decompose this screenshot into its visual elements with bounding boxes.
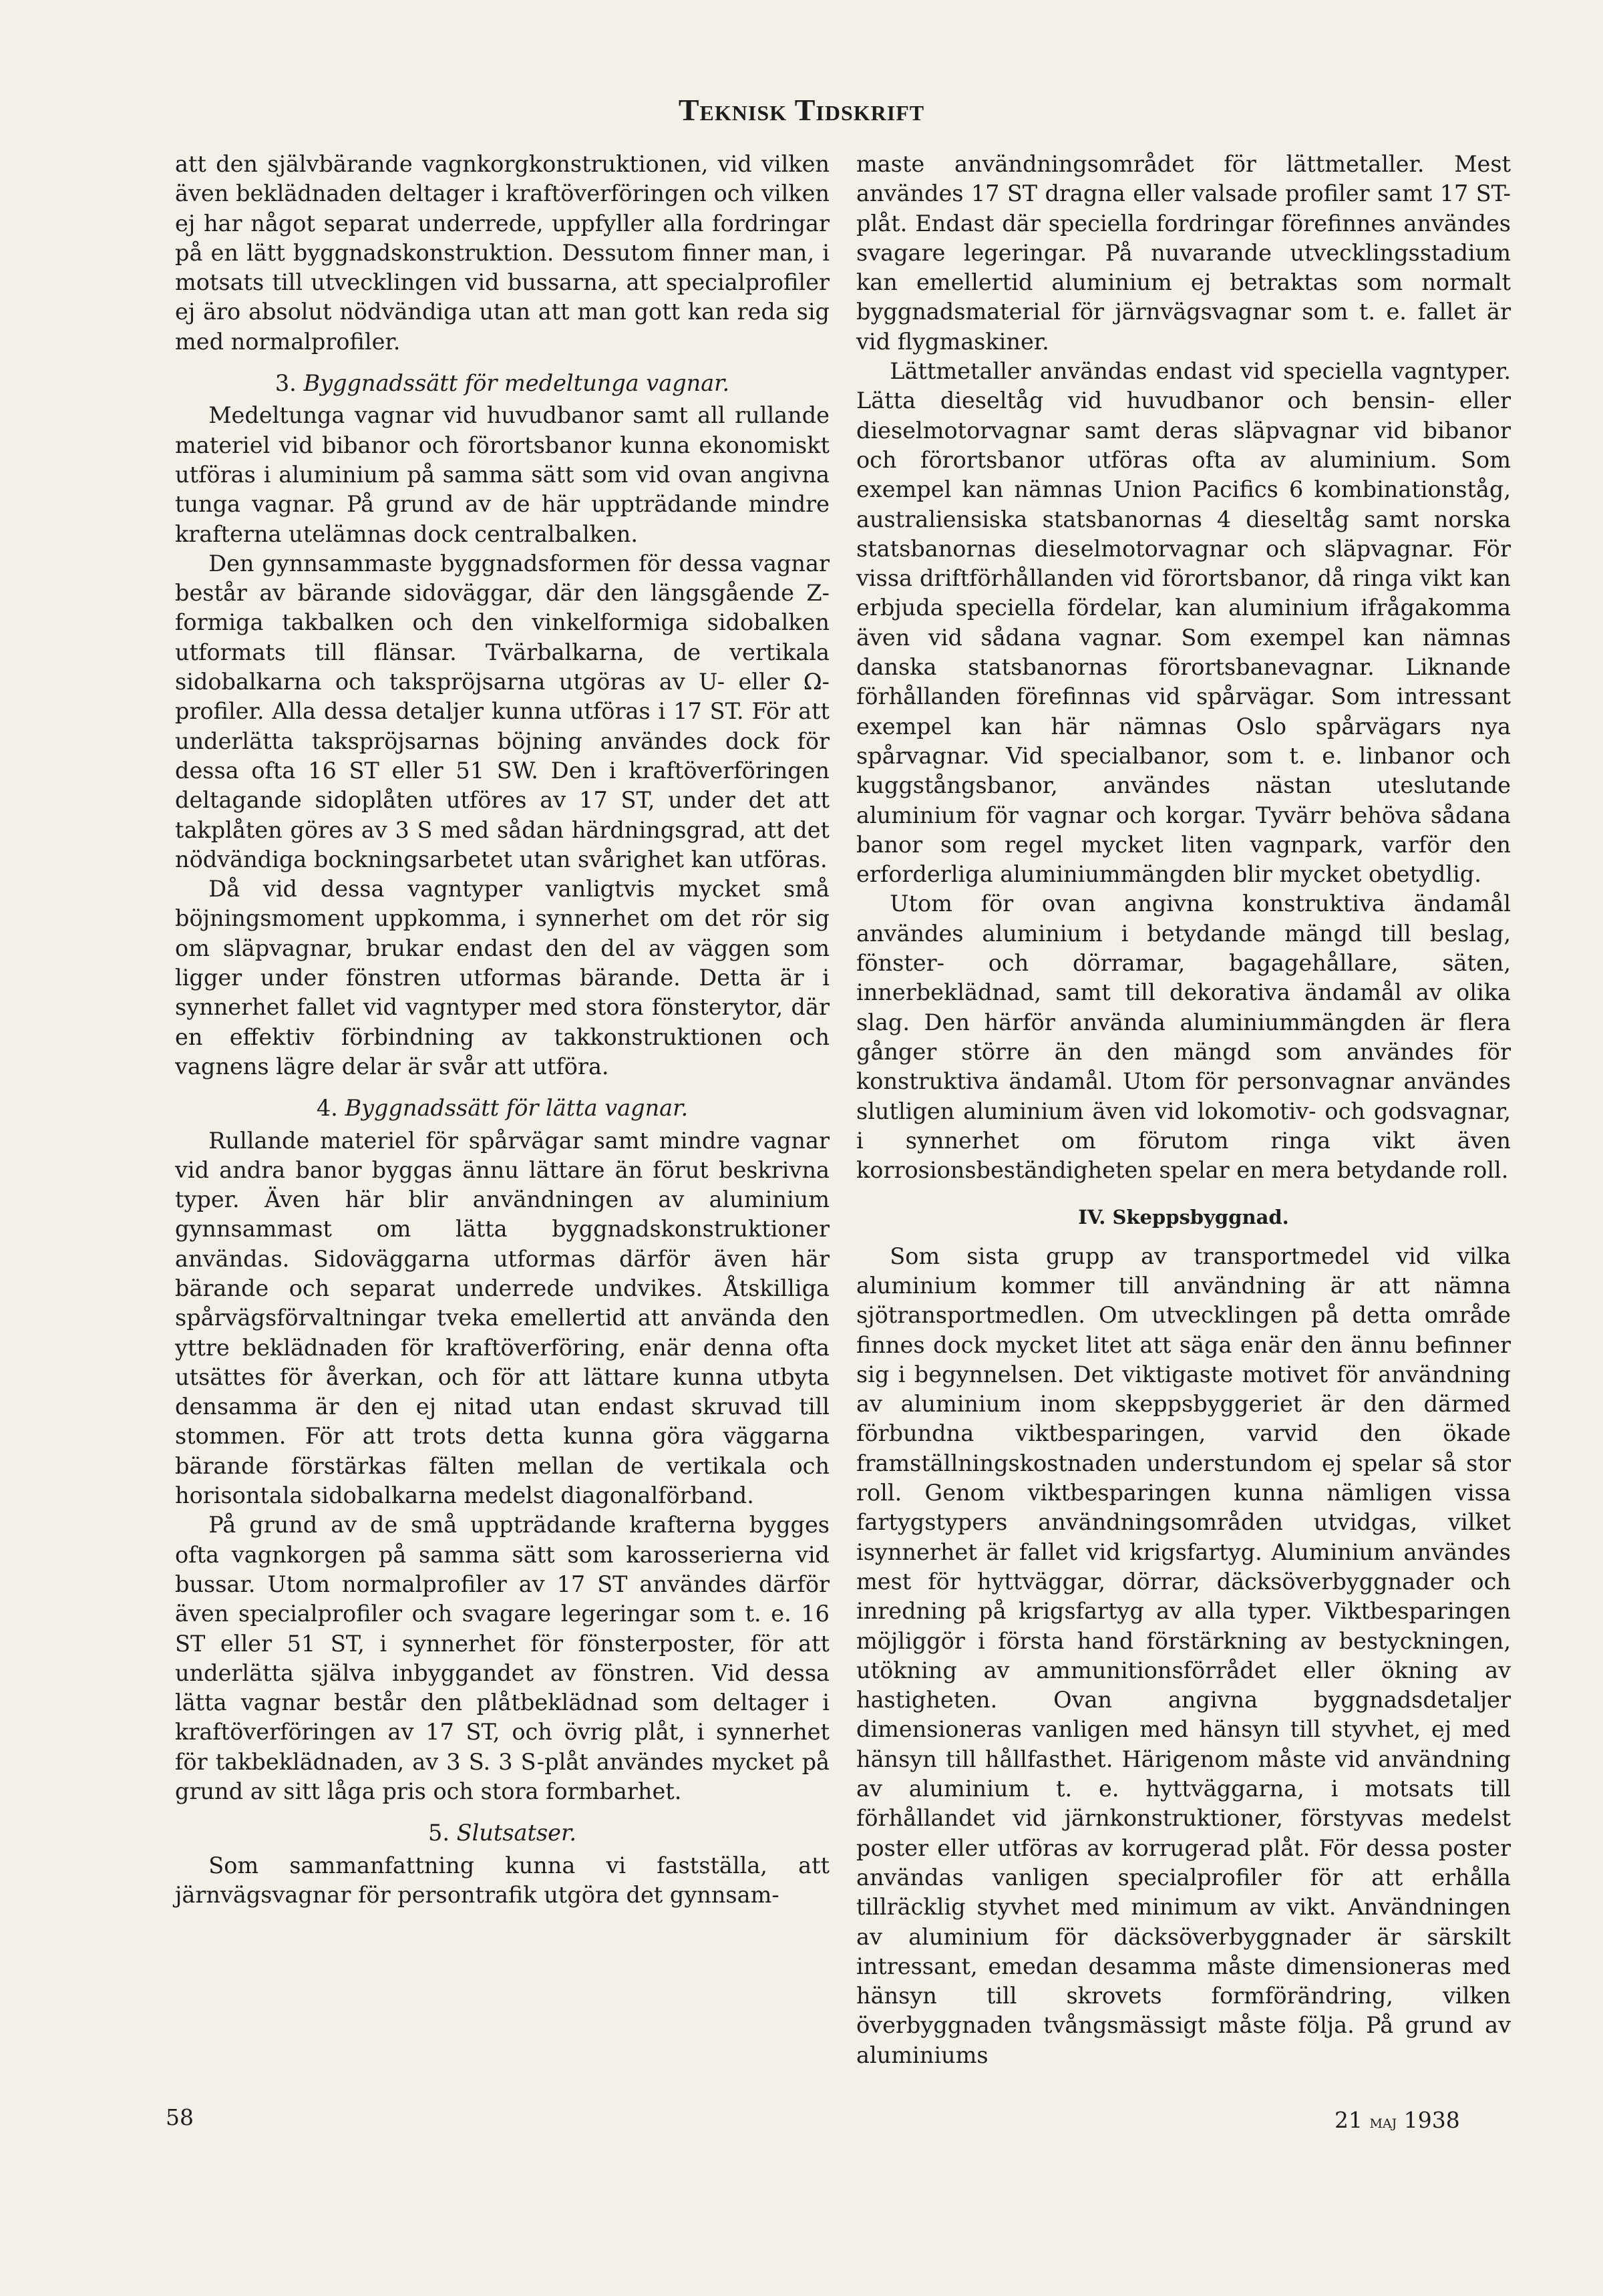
section-heading-5 (175, 1818, 830, 1848)
date-day: 21 (1334, 2107, 1363, 2133)
issue-date (1334, 2107, 1460, 2133)
paragraph: maste användningsområdet för lättmetaller. Mest användes 17 ST dragna eller valsade profiler samt 17 ST-plåt. Endast där speciella fordringar förefinnes användes svagare legeringar. På nuvarande utvecklingsstadium kan emellertid aluminium ej betraktas som normalt byggnadsmaterial för järnvägsvagnar som t. e. fallet är vid flygmaskiner. (856, 151, 1511, 355)
paragraph: På grund av de små uppträdande krafterna bygges ofta vagnkorgen på samma sätt som karosserierna vid bussar. Utom normalprofiler av 17 ST användes därför även specialprofiler och svagare legeringar som t. e. 16 ST eller 51 ST, i synnerhet för fönsterposter, för att underlätta själva inbyggandet av fönstren. Vid dessa lätta vagnar består den plåtbeklädnad som deltager i kraftöverföringen av 17 ST, och övrig plåt, i synnerhet för takbeklädnaden, av 3 S. 3 S-plåt användes mycket på grund av sitt låga pris och stora formbarhet. (175, 1512, 830, 1805)
section-heading-4 (175, 1094, 830, 1123)
section-number: 4. (316, 1095, 338, 1122)
right-column (856, 150, 1511, 2070)
paragraph: Rullande materiel för spårvägar samt mindre vagnar vid andra banor byggas ännu lättare än förut beskrivna typer. Även här blir användningen av aluminium gynnsammast om lätta byggnadskonstruktioner användas. Sidoväggarna utformas därför även här bärande och separat underrede undvikes. Åtskilliga spårvägsförvaltningar tveka emellertid att använda den yttre beklädnaden för kraftöverföring, enär denna ofta utsättes för åverkan, och för att lättare kunna utbyta densamma är den ej nitad utan endast skruvad till stommen. För att trots detta kunna göra väggarna bärande förstärkas fälten mellan de vertikala och horisontala sidobalkarna medelst diagonalförband. (175, 1127, 830, 1509)
section-heading-3 (175, 369, 830, 398)
journal-masthead: Teknisk Tidskrift (678, 93, 925, 127)
paragraph: Utom för ovan angivna konstruktiva ändamål användes aluminium i betydande mängd till beslag, fönster- och dörramar, bagagehållare, säten, innerbeklädnad, samt till dekorativa ändamål av olika slag. Den härför använda aluminiummängden är flera gånger större än den mängd som användes för konstruktiva ändamål. Utom för personvagnar användes slutligen aluminium även vid lokomotiv- och godsvagnar, i synnerhet om förutom ringa vikt även korrosionsbeständigheten spelar en mera betydande roll. (856, 890, 1511, 1184)
section-title: Byggnadssätt för lätta vagnar. (345, 1095, 689, 1122)
date-month: maj (1369, 2112, 1397, 2132)
date-year: 1938 (1403, 2107, 1460, 2133)
paragraph: Som sammanfattning kunna vi fastställa, att järnvägsvagnar för persontrafik utgöra det gynnsam- (175, 1852, 830, 1908)
left-column (175, 150, 830, 1910)
section-number: 3. (275, 370, 297, 397)
paragraph: Den gynnsammaste byggnadsformen för dessa vagnar består av bärande sidoväggar, där den längsgående Z-formiga takbalken och den vinkelformiga sidobalken utformats till flänsar. Tvärbalkarna, de vertikala sidobalkarna och takspröjsarna utgöras av U- eller Ω-profiler. Alla dessa detaljer kunna utföras i 17 ST. För att underlätta takspröjsarnas böjning användes dock för dessa ofta 16 ST eller 51 SW. Den i kraftöverföringen deltagande sidoplåten utföres av 17 ST, under det att takplåten göres av 3 S med sådan härdningsgrad, att det nödvändiga bockningsarbetet utan svårighet kan utföras. (175, 550, 830, 872)
section-number: 5. (428, 1820, 450, 1846)
paragraph: Som sista grupp av transportmedel vid vilka aluminium kommer till användning är att nämna sjötransportmedlen. Om utvecklingen på detta område finnes dock mycket litet att säga enär den ännu befinner sig i begynnelsen. Det viktigaste motivet för användning av aluminium inom skeppsbyggeriet är den därmed förbundna viktbesparingen, varvid den ökade framställningskostnaden understundom ej spelar så stor roll. Genom viktbesparingen kunna nämligen vissa fartygstypers användningsområden utvidgas, vilket isynnerhet är fallet vid krigsfartyg. Aluminium användes mest för hyttväggar, dörrar, däcksöverbyggnader och inredning på krigsfartyg av alla typer. Viktbesparingen möjliggör i första hand förstärkning av bestyckningen, utökning av ammunitionsförrådet eller ökning av hastigheten. Ovan angivna byggnadsdetaljer dimensioneras vanligen med hänsyn till styvhet, ej med hänsyn till hållfasthet. Härigenom måste vid användning av aluminium t. e. hyttväggarna, i motsats till förhållandet vid järnkonstruktioner, förstyvas medelst poster eller utföras av korrugerad plåt. För dessa poster användas vanligen specialprofiler för att erhålla tillräcklig styvhet med minimum av vikt. Användningen av aluminium för däcksöverbyggnader är särskilt intressant, emedan desamma måste dimensioneras med hänsyn till skrovets formförändring, vilken överbyggnaden tvångsmässigt måste följa. På grund av aluminiums (856, 1243, 1511, 2068)
paragraph: Då vid dessa vagntyper vanligtvis mycket små böjningsmoment uppkomma, i synnerhet om det rör sig om släpvagnar, brukar endast den del av väggen som ligger under fönstren utformas bärande. Detta är i synnerhet fallet vid vagntyper med stora fönsterytor, där en effektiv förbindning av takkonstruktionen och vagnens lägre delar är svår att utföra. (175, 876, 830, 1080)
section-heading-IV: IV. Skeppsbyggnad. (1078, 1206, 1289, 1229)
page-number: 58 (166, 2104, 194, 2130)
paragraph: att den självbärande vagnkorgkonstruktionen, vid vilken även beklädnaden deltager i kraftöverföringen och vilken ej har något separat underrede, uppfyller alla fordringar på en lätt byggnadskonstruktion. Dessutom finner man, i motsats till utvecklingen vid bussarna, att specialprofiler ej äro absolut nödvändiga utan att man gott kan reda sig med normalprofiler. (175, 151, 830, 355)
section-title: Byggnadssätt för medeltunga vagnar. (303, 370, 730, 397)
section-title: Slutsatser. (456, 1820, 576, 1846)
paragraph: Medeltunga vagnar vid huvudbanor samt all rullande materiel vid bibanor och förortsbanor kunna ekonomiskt utföras i aluminium på samma sätt som vid ovan angivna tunga vagnar. På grund av de här uppträdande mindre krafterna utelämnas dock centralbalken. (175, 402, 830, 547)
paragraph: Lättmetaller användas endast vid speciella vagntyper. Lätta dieseltåg vid huvudbanor och bensin- eller dieselmotorvagnar samt deras släpvagnar vid bibanor och förortsbanor utföras ofta av aluminium. Som exempel kan nämnas Union Pacifics 6 kombinationståg, australiensiska statsbanornas 4 dieseltåg samt norska statsbanornas dieselmotorvagnar och släpvagnar. För vissa driftförhållanden vid förortsbanor, då ringa vikt kan erbjuda speciella fördelar, kan aluminium ifrågakomma även vid sådana vagnar. Som exempel kan nämnas danska statsbanornas förortsbanevagnar. Liknande förhållanden förefinnas vid spårvägar. Som intressant exempel kan här nämnas Oslo spårvägars nya spårvagnar. Vid specialbanor, som t. e. linbanor och kuggstångsbanor, användes nästan uteslutande aluminium för vagnar och korgar. Tyvärr behöva sådana banor som regel mycket liten vagnpark, varför den erforderliga aluminiummängden blir mycket obetydlig. (856, 358, 1511, 888)
